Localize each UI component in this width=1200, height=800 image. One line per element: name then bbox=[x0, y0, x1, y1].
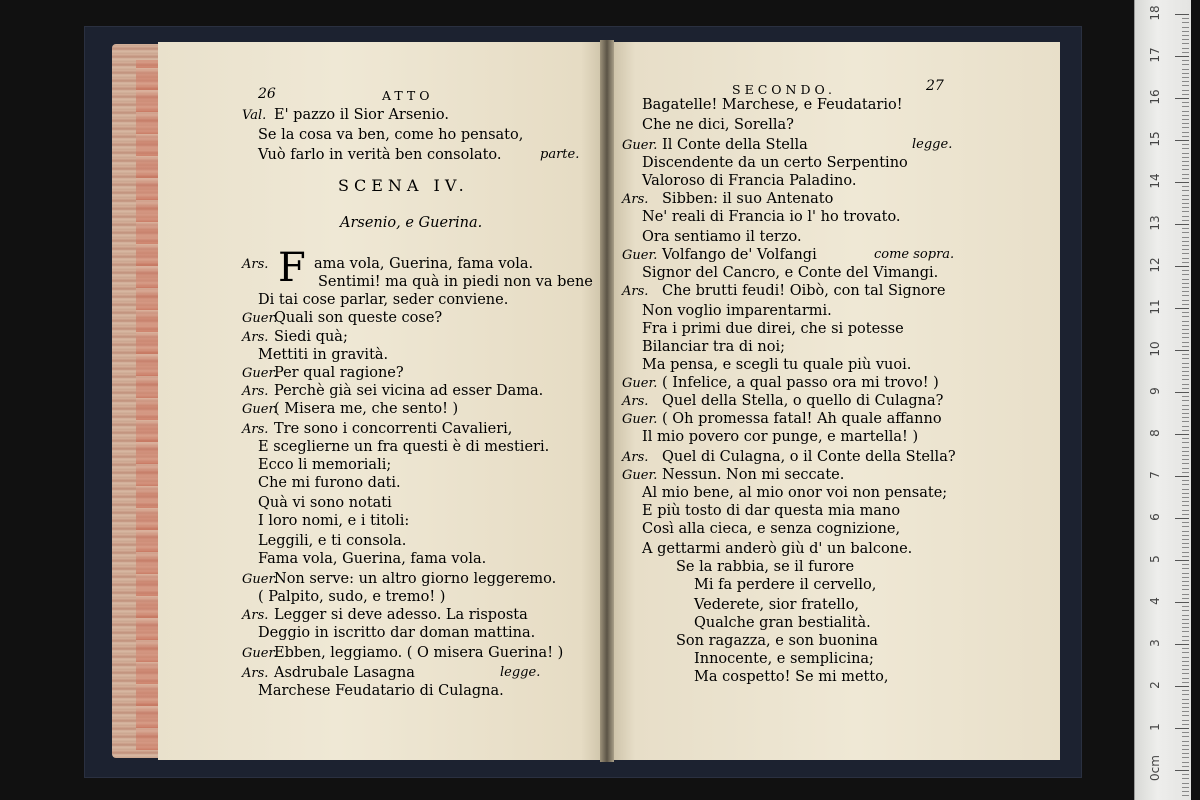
text-line: ( Misera me, che sento! ) bbox=[274, 401, 459, 417]
speaker-label: Ars. bbox=[622, 394, 649, 409]
ruler-tick bbox=[1175, 308, 1189, 309]
ruler-tick bbox=[1182, 724, 1189, 725]
ruler-tick bbox=[1182, 741, 1189, 742]
ruler-tick bbox=[1182, 279, 1189, 280]
ruler-tick bbox=[1182, 468, 1189, 469]
speaker-label: Val. bbox=[242, 108, 267, 123]
ruler-tick bbox=[1182, 707, 1189, 708]
speaker-label: Guer. bbox=[242, 366, 278, 381]
text-line: Vederete, sior fratello, bbox=[694, 597, 860, 613]
ruler-tick bbox=[1182, 606, 1189, 607]
ruler-tick bbox=[1182, 178, 1189, 179]
ruler-tick bbox=[1182, 787, 1189, 788]
ruler-tick bbox=[1182, 430, 1189, 431]
ruler-tick bbox=[1182, 39, 1189, 40]
ruler-tick bbox=[1182, 354, 1189, 355]
ruler-tick bbox=[1182, 640, 1189, 641]
ruler-tick bbox=[1175, 350, 1189, 351]
left-running-head: ATTO bbox=[382, 88, 434, 103]
ruler-tick bbox=[1182, 262, 1189, 263]
ruler-tick bbox=[1182, 627, 1189, 628]
ruler-tick bbox=[1182, 682, 1189, 683]
speaker-label: Ars. bbox=[242, 384, 269, 399]
ruler-tick bbox=[1182, 211, 1189, 212]
ruler-tick bbox=[1175, 644, 1189, 645]
ruler-tick bbox=[1182, 556, 1189, 557]
ruler-tick bbox=[1182, 90, 1189, 91]
ruler-tick bbox=[1182, 505, 1189, 506]
text-line: Che brutti feudi! Oibò, con tal Signore bbox=[662, 283, 946, 299]
ruler-tick bbox=[1182, 539, 1189, 540]
ruler-tick bbox=[1182, 715, 1189, 716]
text-line: Fama vola, Guerina, fama vola. bbox=[258, 551, 487, 567]
ruler-tick bbox=[1182, 321, 1189, 322]
ruler-tick bbox=[1182, 547, 1189, 548]
ruler-tick bbox=[1182, 136, 1189, 137]
ruler-label: 17 bbox=[1148, 47, 1162, 63]
text-line: Volfango de' Volfangi bbox=[662, 247, 817, 263]
text-line: Se la cosa va ben, come ho pensato, bbox=[258, 127, 524, 143]
ruler-label: 3 bbox=[1148, 639, 1162, 647]
ruler-tick bbox=[1182, 228, 1189, 229]
ruler-tick bbox=[1182, 463, 1189, 464]
ruler-tick bbox=[1182, 337, 1189, 338]
text-line: Quel di Culagna, o il Conte della Stella? bbox=[662, 449, 956, 465]
ruler-tick bbox=[1182, 132, 1189, 133]
ruler-tick bbox=[1182, 405, 1189, 406]
ruler-tick bbox=[1182, 304, 1189, 305]
ruler-tick bbox=[1182, 774, 1189, 775]
ruler-tick bbox=[1182, 106, 1189, 107]
ruler-tick bbox=[1182, 190, 1189, 191]
ruler-tick bbox=[1175, 434, 1189, 435]
ruler-tick bbox=[1182, 573, 1189, 574]
ruler-tick bbox=[1182, 783, 1189, 784]
text-line: Ma pensa, e scegli tu quale più vuoi. bbox=[642, 357, 912, 373]
ruler-tick bbox=[1182, 703, 1189, 704]
ruler-tick bbox=[1182, 195, 1189, 196]
ruler-tick bbox=[1182, 115, 1189, 116]
ruler-tick bbox=[1182, 274, 1189, 275]
ruler-tick bbox=[1182, 153, 1189, 154]
ruler-tick bbox=[1182, 623, 1189, 624]
ruler-tick bbox=[1182, 295, 1189, 296]
ruler-tick bbox=[1182, 598, 1189, 599]
right-page-number: 27 bbox=[926, 78, 944, 94]
text-line: Bilanciar tra di noi; bbox=[642, 339, 785, 355]
speaker-label: Ars. bbox=[622, 192, 649, 207]
ruler-tick bbox=[1175, 98, 1189, 99]
ruler-tick bbox=[1182, 249, 1189, 250]
ruler-tick bbox=[1182, 791, 1189, 792]
ruler-tick bbox=[1182, 48, 1189, 49]
ruler-tick bbox=[1182, 661, 1189, 662]
text-line: A gettarmi anderò giù d' un balcone. bbox=[642, 541, 913, 557]
text-line: Son ragazza, e son buonina bbox=[676, 633, 878, 649]
ruler-tick bbox=[1182, 148, 1189, 149]
ruler-tick bbox=[1182, 31, 1189, 32]
ruler-label: 2 bbox=[1148, 681, 1162, 689]
ruler-tick bbox=[1182, 312, 1189, 313]
ruler-tick bbox=[1182, 631, 1189, 632]
ruler-tick bbox=[1182, 652, 1189, 653]
ruler-tick bbox=[1182, 673, 1189, 674]
text-line: Signor del Cancro, e Conte del Vimangi. bbox=[642, 265, 939, 281]
text-line: Valoroso di Francia Paladino. bbox=[642, 173, 857, 189]
text-line: Nessun. Non mi seccate. bbox=[662, 467, 845, 483]
ruler-label: 5 bbox=[1148, 555, 1162, 563]
speaker-label: Guer. bbox=[622, 468, 658, 483]
ruler-tick bbox=[1182, 472, 1189, 473]
text-line: E sceglierne un fra questi è di mestieri. bbox=[258, 439, 550, 455]
ruler-tick bbox=[1182, 85, 1189, 86]
ruler-tick bbox=[1182, 379, 1189, 380]
ruler-tick bbox=[1182, 438, 1189, 439]
speaker-label: Guer. bbox=[622, 376, 658, 391]
text-line: Perchè già sei vicina ad esser Dama. bbox=[274, 383, 544, 399]
ruler-tick bbox=[1182, 388, 1189, 389]
ruler-tick bbox=[1182, 526, 1189, 527]
ruler-tick bbox=[1182, 346, 1189, 347]
ruler-tick bbox=[1182, 484, 1189, 485]
ruler-tick bbox=[1182, 568, 1189, 569]
ruler-tick bbox=[1182, 455, 1189, 456]
ruler-tick bbox=[1182, 577, 1189, 578]
ruler-tick bbox=[1182, 749, 1189, 750]
ruler-tick bbox=[1182, 199, 1189, 200]
text-line: Deggio in iscritto dar doman mattina. bbox=[258, 625, 536, 641]
stage-direction: legge. bbox=[912, 137, 953, 152]
ruler-label: 9 bbox=[1148, 387, 1162, 395]
text-line: Vuò farlo in verità ben consolato. bbox=[258, 147, 502, 163]
text-line: ( Palpito, sudo, e tremo! ) bbox=[258, 589, 446, 605]
text-line: Sentimi! ma quà in piedi non va bene bbox=[318, 274, 593, 290]
text-line: E' pazzo il Sior Arsenio. bbox=[274, 107, 449, 123]
ruler-tick bbox=[1175, 560, 1189, 561]
text-line: Discendente da un certo Serpentino bbox=[642, 155, 908, 171]
text-line: Così alla cieca, e senza cognizione, bbox=[642, 521, 901, 537]
ruler-tick bbox=[1175, 770, 1189, 771]
ruler-tick bbox=[1182, 27, 1189, 28]
ruler-label: 1 bbox=[1148, 723, 1162, 731]
ruler-tick bbox=[1182, 589, 1189, 590]
text-line: ama vola, Guerina, fama vola. bbox=[314, 256, 534, 272]
text-line: Che ne dici, Sorella? bbox=[642, 117, 794, 133]
ruler-tick bbox=[1182, 413, 1189, 414]
ruler-tick bbox=[1182, 451, 1189, 452]
ruler-tick bbox=[1182, 396, 1189, 397]
ruler-tick bbox=[1182, 678, 1189, 679]
ruler-tick bbox=[1182, 421, 1189, 422]
ruler-tick bbox=[1182, 585, 1189, 586]
ruler-label: 12 bbox=[1148, 257, 1162, 273]
text-line: Mettiti in gravità. bbox=[258, 347, 389, 363]
ruler-tick bbox=[1182, 232, 1189, 233]
text-line: Ebben, leggiamo. ( O misera Guerina! ) bbox=[274, 645, 564, 661]
ruler-tick bbox=[1175, 56, 1189, 57]
ruler-tick bbox=[1182, 127, 1189, 128]
ruler-tick bbox=[1182, 165, 1189, 166]
ruler-tick bbox=[1175, 728, 1189, 729]
ruler-tick bbox=[1182, 757, 1189, 758]
text-line: Quà vi sono notati bbox=[258, 495, 392, 511]
ruler-tick bbox=[1182, 333, 1189, 334]
ruler-tick bbox=[1182, 157, 1189, 158]
drop-cap-letter: F bbox=[278, 245, 306, 291]
text-line: Non voglio imparentarmi. bbox=[642, 303, 832, 319]
ruler-tick bbox=[1182, 753, 1189, 754]
text-line: Il mio povero cor punge, e martella! ) bbox=[642, 429, 919, 445]
ruler-tick bbox=[1182, 711, 1189, 712]
stage-direction: parte. bbox=[540, 147, 580, 162]
ruler-tick bbox=[1182, 123, 1189, 124]
ruler-tick bbox=[1182, 690, 1189, 691]
ruler-tick bbox=[1175, 266, 1189, 267]
ruler-tick bbox=[1182, 102, 1189, 103]
ruler-label: 11 bbox=[1148, 299, 1162, 315]
ruler-tick bbox=[1182, 778, 1189, 779]
ruler-tick bbox=[1175, 182, 1189, 183]
text-line: Legger si deve adesso. La risposta bbox=[274, 607, 528, 623]
scene-characters: Arsenio, e Guerina. bbox=[340, 215, 483, 231]
text-line: Di tai cose parlar, seder conviene. bbox=[258, 292, 509, 308]
ruler-tick bbox=[1182, 619, 1189, 620]
ruler-tick bbox=[1182, 699, 1189, 700]
ruler-tick bbox=[1182, 60, 1189, 61]
ruler-tick bbox=[1182, 581, 1189, 582]
ruler-tick bbox=[1182, 144, 1189, 145]
ruler-tick bbox=[1182, 35, 1189, 36]
text-line: ( Oh promessa fatal! Ah quale affanno bbox=[662, 411, 942, 427]
text-line: E più tosto di dar questa mia mano bbox=[642, 503, 901, 519]
text-line: Leggili, e ti consola. bbox=[258, 533, 407, 549]
text-line: Innocente, e semplicina; bbox=[694, 651, 874, 667]
text-line: Ma cospetto! Se mi metto, bbox=[694, 669, 889, 685]
stage-direction: come sopra. bbox=[874, 247, 955, 262]
scene-heading: SCENA IV. bbox=[338, 176, 469, 195]
ruler-tick bbox=[1182, 325, 1189, 326]
ruler-tick bbox=[1182, 216, 1189, 217]
speaker-label: Guer. bbox=[622, 412, 658, 427]
ruler-tick bbox=[1182, 64, 1189, 65]
text-line: Marchese Feudatario di Culagna. bbox=[258, 683, 504, 699]
ruler-tick bbox=[1182, 636, 1189, 637]
left-page-number: 26 bbox=[258, 86, 276, 102]
ruler-tick bbox=[1182, 220, 1189, 221]
stage-direction: legge. bbox=[500, 665, 541, 680]
text-line: Ecco li memoriali; bbox=[258, 457, 392, 473]
ruler-tick bbox=[1182, 552, 1189, 553]
ruler-tick bbox=[1182, 253, 1189, 254]
ruler-tick bbox=[1182, 375, 1189, 376]
ruler-tick bbox=[1182, 615, 1189, 616]
text-line: Quali son queste cose? bbox=[274, 310, 443, 326]
ruler-tick bbox=[1182, 745, 1189, 746]
ruler-tick bbox=[1182, 111, 1189, 112]
ruler-tick bbox=[1182, 400, 1189, 401]
ruler-tick bbox=[1182, 442, 1189, 443]
ruler-tick bbox=[1182, 283, 1189, 284]
ruler-tick bbox=[1182, 694, 1189, 695]
ruler-label: 13 bbox=[1148, 215, 1162, 231]
ruler-tick bbox=[1182, 119, 1189, 120]
ruler-tick bbox=[1182, 18, 1189, 19]
ruler-tick bbox=[1182, 497, 1189, 498]
text-line: Al mio bene, al mio onor voi non pensate; bbox=[642, 485, 948, 501]
ruler-label: 14 bbox=[1148, 173, 1162, 189]
ruler-tick bbox=[1182, 489, 1189, 490]
ruler-tick bbox=[1182, 161, 1189, 162]
ruler-tick bbox=[1182, 795, 1189, 796]
ruler-tick bbox=[1182, 43, 1189, 44]
text-line: Ne' reali di Francia io l' ho trovato. bbox=[642, 209, 901, 225]
text-line: Che mi furono dati. bbox=[258, 475, 401, 491]
ruler-tick bbox=[1182, 245, 1189, 246]
ruler-tick bbox=[1182, 447, 1189, 448]
ruler-tick bbox=[1182, 657, 1189, 658]
ruler-label: 6 bbox=[1148, 513, 1162, 521]
speaker-label: Guer. bbox=[242, 402, 278, 417]
right-running-head: SECONDO. bbox=[732, 82, 836, 97]
speaker-label: Guer. bbox=[622, 138, 658, 153]
ruler-tick bbox=[1175, 392, 1189, 393]
ruler-tick bbox=[1182, 203, 1189, 204]
text-line: I loro nomi, e i titoli: bbox=[258, 513, 410, 529]
book-gutter bbox=[600, 40, 614, 762]
ruler-tick bbox=[1182, 371, 1189, 372]
text-line: Per qual ragione? bbox=[274, 365, 404, 381]
speaker-label: Ars. bbox=[242, 422, 269, 437]
ruler-tick bbox=[1182, 69, 1189, 70]
ruler-label: 0cm bbox=[1148, 755, 1162, 781]
ruler-tick bbox=[1182, 669, 1189, 670]
ruler-tick bbox=[1175, 224, 1189, 225]
ruler-tick bbox=[1182, 329, 1189, 330]
ruler-tick bbox=[1182, 564, 1189, 565]
text-line: Non serve: un altro giorno leggeremo. bbox=[274, 571, 557, 587]
text-line: Siedi quà; bbox=[274, 329, 348, 345]
ruler-tick bbox=[1182, 358, 1189, 359]
ruler-label: 15 bbox=[1148, 131, 1162, 147]
measuring-ruler bbox=[1134, 0, 1191, 800]
text-line: Quel della Stella, o quello di Culagna? bbox=[662, 393, 944, 409]
ruler-tick bbox=[1182, 73, 1189, 74]
ruler-tick bbox=[1175, 476, 1189, 477]
ruler-tick bbox=[1182, 459, 1189, 460]
ruler-tick bbox=[1182, 594, 1189, 595]
ruler-label: 7 bbox=[1148, 471, 1162, 479]
ruler-tick bbox=[1182, 384, 1189, 385]
text-line: Fra i primi due direi, che si potesse bbox=[642, 321, 904, 337]
ruler-tick bbox=[1182, 736, 1189, 737]
ruler-tick bbox=[1182, 81, 1189, 82]
ruler-tick bbox=[1182, 52, 1189, 53]
ruler-label: 4 bbox=[1148, 597, 1162, 605]
ruler-tick bbox=[1182, 22, 1189, 23]
ruler-tick bbox=[1175, 518, 1189, 519]
speaker-label: Ars. bbox=[242, 608, 269, 623]
text-line: Il Conte della Stella bbox=[662, 137, 808, 153]
ruler-label: 18 bbox=[1148, 5, 1162, 21]
ruler-tick bbox=[1182, 493, 1189, 494]
speaker-label: Ars. bbox=[242, 330, 269, 345]
ruler-tick bbox=[1182, 501, 1189, 502]
ruler-tick bbox=[1182, 648, 1189, 649]
text-line: Bagatelle! Marchese, e Feudatario! bbox=[642, 97, 903, 113]
speaker-label: Ars. bbox=[242, 257, 269, 272]
ruler-tick bbox=[1175, 14, 1189, 15]
ruler-tick bbox=[1182, 510, 1189, 511]
ruler-tick bbox=[1182, 186, 1189, 187]
ruler-tick bbox=[1182, 543, 1189, 544]
ruler-tick bbox=[1182, 77, 1189, 78]
ruler-tick bbox=[1175, 602, 1189, 603]
ruler-tick bbox=[1182, 237, 1189, 238]
ruler-tick bbox=[1182, 367, 1189, 368]
ruler-tick bbox=[1182, 426, 1189, 427]
text-line: Tre sono i concorrenti Cavalieri, bbox=[274, 421, 513, 437]
speaker-label: Ars. bbox=[242, 666, 269, 681]
ruler-tick bbox=[1182, 94, 1189, 95]
ruler-tick bbox=[1182, 514, 1189, 515]
text-line: Ora sentiamo il terzo. bbox=[642, 229, 802, 245]
ruler-tick bbox=[1182, 316, 1189, 317]
ruler-tick bbox=[1182, 417, 1189, 418]
ruler-tick bbox=[1182, 610, 1189, 611]
ruler-label: 16 bbox=[1148, 89, 1162, 105]
ruler-label: 10 bbox=[1148, 341, 1162, 357]
ruler-tick bbox=[1182, 207, 1189, 208]
speaker-label: Guer. bbox=[242, 572, 278, 587]
ruler-tick bbox=[1182, 363, 1189, 364]
speaker-label: Guer. bbox=[622, 248, 658, 263]
ruler-tick bbox=[1182, 258, 1189, 259]
ruler-tick bbox=[1182, 531, 1189, 532]
ruler-tick bbox=[1182, 732, 1189, 733]
ruler-tick bbox=[1182, 287, 1189, 288]
speaker-label: Guer. bbox=[242, 311, 278, 326]
text-line: Sibben: il suo Antenato bbox=[662, 191, 834, 207]
ruler-tick bbox=[1182, 720, 1189, 721]
ruler-label: 8 bbox=[1148, 429, 1162, 437]
text-line: ( Infelice, a qual passo ora mi trovo! ) bbox=[662, 375, 939, 391]
ruler-tick bbox=[1182, 766, 1189, 767]
ruler-tick bbox=[1182, 665, 1189, 666]
ruler-tick bbox=[1182, 342, 1189, 343]
ruler-tick bbox=[1182, 762, 1189, 763]
text-line: Asdrubale Lasagna bbox=[274, 665, 415, 681]
text-line: Qualche gran bestialità. bbox=[694, 615, 871, 631]
ruler-tick bbox=[1182, 291, 1189, 292]
ruler-tick bbox=[1182, 270, 1189, 271]
ruler-tick bbox=[1182, 535, 1189, 536]
text-line: Se la rabbia, se il furore bbox=[676, 559, 855, 575]
ruler-tick bbox=[1182, 241, 1189, 242]
ruler-tick bbox=[1175, 686, 1189, 687]
ruler-tick bbox=[1182, 409, 1189, 410]
ruler-tick bbox=[1182, 174, 1189, 175]
ruler-tick bbox=[1182, 480, 1189, 481]
ruler-tick bbox=[1182, 169, 1189, 170]
speaker-label: Guer. bbox=[242, 646, 278, 661]
ruler-tick bbox=[1175, 140, 1189, 141]
ruler-tick bbox=[1182, 300, 1189, 301]
text-line: Mi fa perdere il cervello, bbox=[694, 577, 877, 593]
speaker-label: Ars. bbox=[622, 450, 649, 465]
speaker-label: Ars. bbox=[622, 284, 649, 299]
ruler-tick bbox=[1182, 522, 1189, 523]
